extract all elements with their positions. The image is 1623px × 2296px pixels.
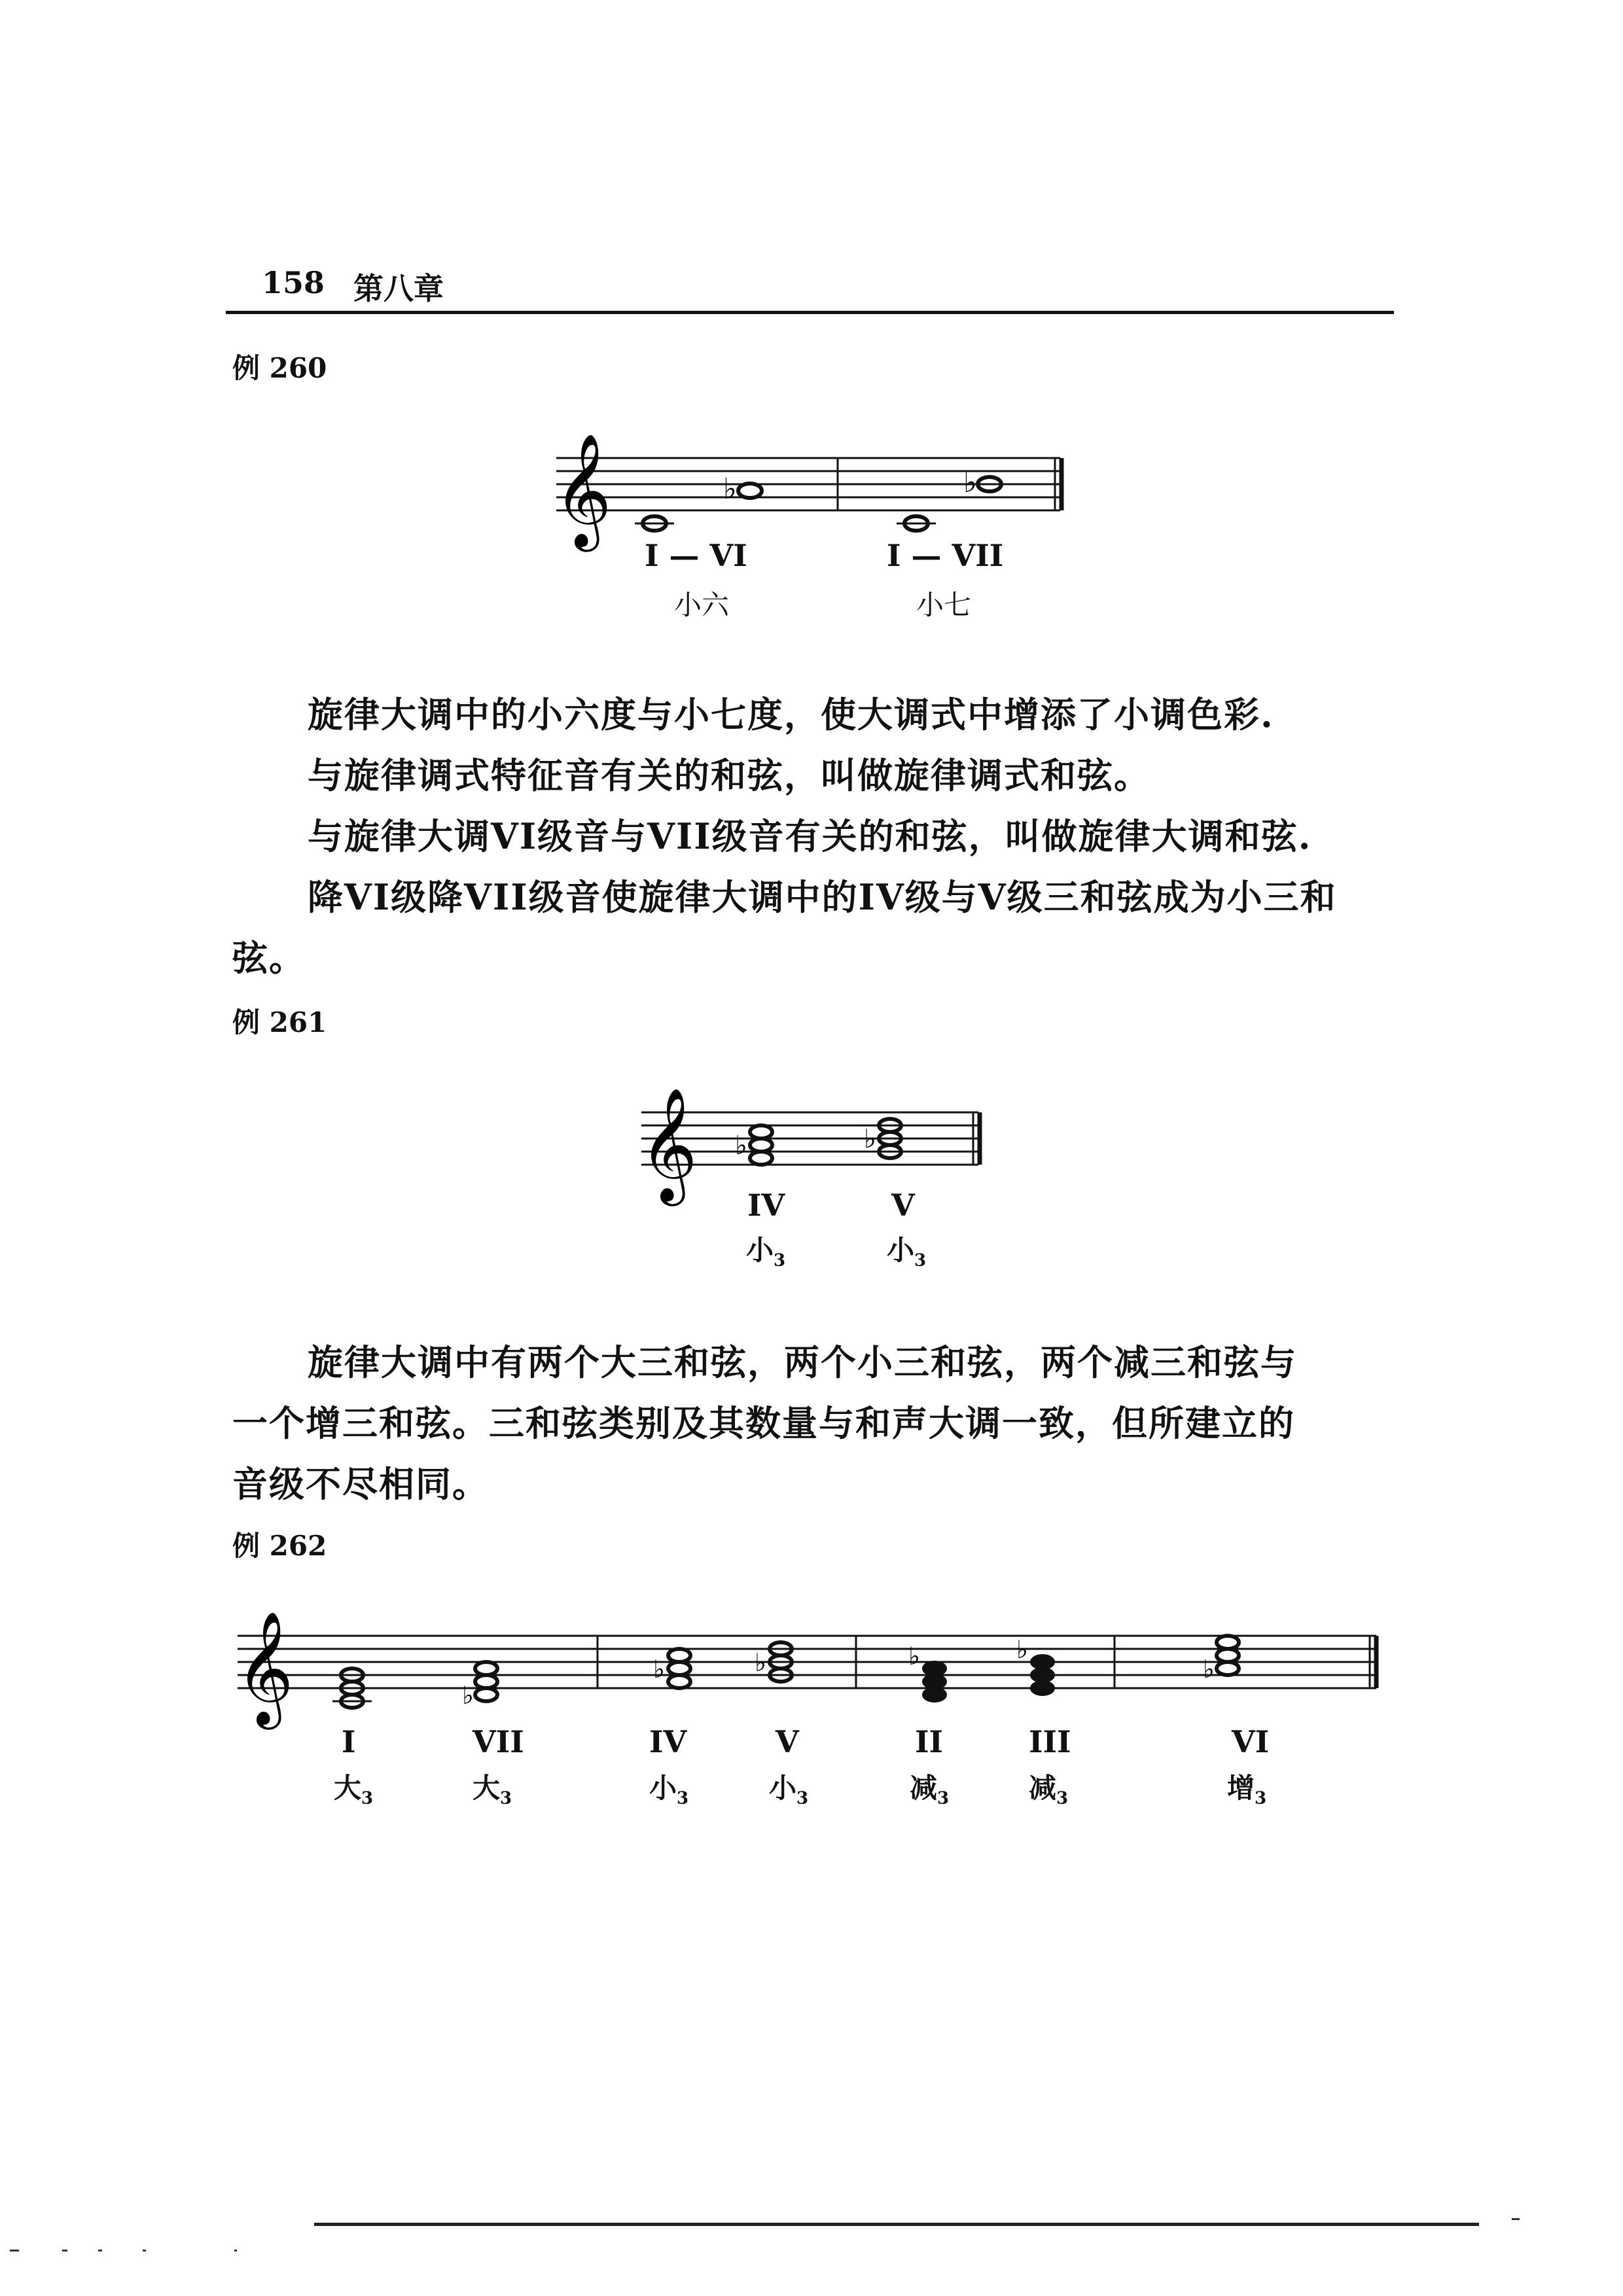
degree-label: II [915,1724,944,1759]
flat-icon: ♭ [755,1648,766,1677]
flat-icon: ♭ [1016,1635,1028,1664]
quality-label: 小$_3$ [769,1772,809,1809]
degree-label: V [891,1188,915,1223]
chord-note [923,1662,946,1675]
flat-icon: ♭ [864,1124,876,1154]
degree-label: IV [649,1724,687,1759]
quality-label: 小六 [674,589,730,621]
degree-label: IV [747,1188,785,1223]
chord-note [750,1152,772,1165]
paragraph-line: 降VI级降VII级音使旋律大调中的IV级与V级三和弦成为小三和 [308,876,1337,918]
quality-label: 小$_3$ [887,1234,927,1271]
scan-speck [1512,2218,1520,2220]
treble-clef-icon: 𝄞 [639,1087,698,1201]
header-rule [226,311,1394,314]
staff-example-260 [550,419,1086,569]
scan-speck [62,2250,67,2252]
scan-speck [10,2250,19,2252]
treble-clef-icon: 𝄞 [236,1611,294,1725]
degree-label: V [776,1724,799,1759]
flat-icon: ♭ [1203,1655,1215,1684]
chord-note [1217,1662,1239,1675]
quality-label: 减$_3$ [1029,1772,1069,1809]
scan-speck [98,2250,102,2252]
example-label-260: 例 260 [232,352,327,384]
bottom-rule [314,2223,1479,2226]
quality-label: 小$_3$ [746,1234,786,1271]
quality-label: 减$_3$ [910,1772,950,1809]
flat-icon: ♭ [462,1681,474,1710]
chord-note [475,1662,497,1675]
flat-icon: ♭ [735,1131,747,1161]
chord-note [1031,1669,1054,1682]
degree-label: I — VI [645,538,747,573]
scan-speck [234,2250,237,2252]
degree-label: VII [473,1724,524,1759]
page-number: 158 [262,265,325,300]
paragraph-line: 旋律大调中有两个大三和弦，两个小三和弦，两个减三和弦与 [308,1341,1297,1383]
example-label-261: 例 261 [232,1006,327,1038]
paragraph-line: 一个增三和弦。三和弦类别及其数量与和声大调一致，但所建立的 [232,1402,1295,1444]
quality-label: 小$_3$ [649,1772,689,1809]
chord-note [668,1675,690,1688]
example-label-262: 例 262 [232,1530,327,1562]
staff-lines [556,458,1060,510]
degree-label: III [1029,1724,1071,1759]
quality-label: 增$_3$ [1227,1772,1267,1809]
flat-icon: ♭ [723,472,737,506]
chapter-title: 第八章 [353,271,444,306]
flat-icon: ♭ [653,1655,665,1684]
scan-speck [143,2250,146,2252]
paragraph-line: 与旋律大调VI级音与VII级音有关的和弦，叫做旋律大调和弦. [308,815,1312,857]
whole-note-a-flat [738,484,762,498]
degree-label: I — VII [887,538,1004,573]
quality-label: 小七 [916,589,972,621]
degree-label: I [342,1724,356,1759]
chord-note [1031,1682,1054,1695]
staff-example-262 [234,1597,1406,1727]
treble-clef-icon: 𝄞 [554,433,612,547]
paragraph-line: 音级不尽相同。 [232,1463,489,1505]
paragraph-line: 弦。 [232,937,306,979]
flat-icon: ♭ [963,466,977,499]
flat-icon: ♭ [908,1642,920,1670]
quality-label: 大$_3$ [334,1772,374,1809]
paragraph-line: 与旋律调式特征音有关的和弦，叫做旋律调式和弦。 [308,754,1150,796]
quality-label: 大$_3$ [473,1772,512,1809]
chord-note [923,1675,946,1688]
paragraph-line: 旋律大调中的小六度与小七度，使大调式中增添了小调色彩. [308,694,1274,735]
degree-label: VI [1232,1724,1270,1759]
staff-example-261 [638,1073,1018,1204]
chord-note [923,1688,946,1701]
chord-note [1031,1655,1054,1669]
